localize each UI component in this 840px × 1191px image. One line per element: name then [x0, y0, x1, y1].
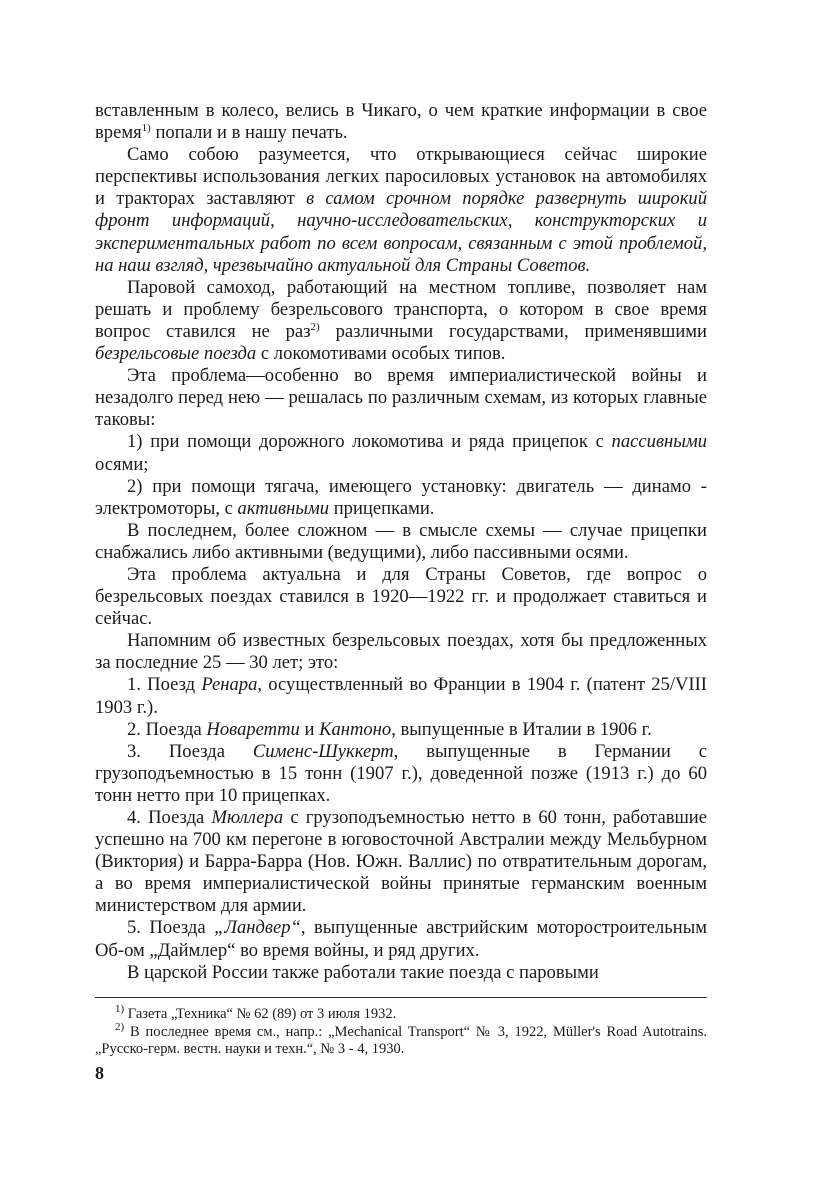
text-run: В последнее время см., напр.: „Mechanical Transport“ № 3, 1922, Müller's Road Autotrains. „Русско-герм. вестн. науки и техн.“, № 3 - 4, 1930. — [95, 1023, 707, 1057]
text-run: , выпущенные в Италии в 1906 г. — [391, 718, 652, 740]
text-run: и — [299, 718, 320, 740]
paragraph — [95, 431, 707, 475]
text-run: Эта проблема—особенно во время империалистической войны и незадолго перед нею — решалась по различным схемам, из которых главные таковы: — [95, 365, 707, 431]
text-run: Напомним об известных безрельсовых поездах, хотя бы предложенных за последние 25 — 30 лет; это: — [95, 630, 707, 674]
text-run: 3. Поезда — [127, 740, 253, 762]
text-run: , выпущенные австрийским моторостроительным Об-ом „Даймлер“ во время войны, и ряд других. — [95, 917, 707, 961]
text-run: В царской России также работали такие поезда с паровыми — [127, 961, 599, 983]
footnote-marker: 1) — [141, 121, 151, 134]
text-run: 5. Поезда — [127, 917, 215, 939]
text-run: 2) при помощи тягача, имеющего установку: двигатель — динамо - электромоторы, с — [95, 475, 707, 519]
paragraph — [95, 719, 707, 741]
text-run: Газета „Техника“ № 62 (89) от 3 июля 1932. — [124, 1006, 397, 1022]
footnote — [95, 1003, 707, 1024]
text-run: 4. Поезда — [127, 807, 212, 828]
text-run: с локомотивами особых типов. — [256, 343, 506, 365]
paragraph — [95, 917, 707, 961]
italic-run: Сименс-Шуккерт — [252, 740, 394, 762]
text-run: Эта проблема актуальна и для Страны Советов, где вопрос о безрельсовых поездах ставился в 1920—1922 гг. и продолжает ставиться и сейчас. — [95, 563, 707, 630]
italic-run: Мюллера — [211, 807, 284, 828]
paragraph — [95, 520, 707, 564]
italic-run: „Ландвер“ — [214, 917, 301, 939]
footnotes — [95, 1003, 707, 1059]
text-run: В последнем, более сложном — в смысле схемы — случае прицепки снабжались либо активными (ведущими), либо пассивными осями. — [95, 519, 707, 563]
italic-run: Новаретти — [206, 718, 300, 740]
paragraph — [95, 674, 707, 718]
text-run: 2. Поезда — [127, 718, 207, 740]
text-run: различными государствами, применявшими — [319, 320, 707, 342]
text-run: попали и в нашу печать. — [150, 122, 348, 144]
page-body — [95, 100, 707, 984]
italic-run: пассивными — [611, 431, 707, 453]
text-run: 1) при помощи дорожного локомотива и ряда прицепок с — [127, 431, 612, 453]
footnote-divider — [95, 997, 707, 998]
paragraph — [95, 100, 707, 144]
page-number: 8 — [95, 1063, 104, 1083]
italic-run: безрельсовые поезда — [95, 343, 257, 365]
italic-run: Кантоно — [319, 718, 392, 740]
text-run: , осуществленный во Франции в 1904 г. (патент 25/VIII 1903 г.). — [95, 674, 707, 718]
italic-run: в самом срочном порядке развернуть широкий фронт информаций, научно-исследовательских, конструкторских и экспериментальных работ по всем вопросам, связанным с этой проблемой, на наш взгляд, чрезвычайно актуальной для Страны Советов. — [95, 188, 707, 276]
italic-run: Ренара — [201, 674, 258, 696]
footnote-marker: 2) — [115, 1020, 125, 1033]
paragraph — [95, 962, 707, 984]
text-run: Само собою разумеется, что открывающиеся сейчас широкие перспективы использования легких паросиловых установок на автомобилях и тракторах заставляют — [95, 144, 707, 210]
footnote-marker: 1) — [115, 1003, 125, 1016]
paragraph — [95, 144, 707, 277]
paragraph — [95, 365, 707, 431]
paragraph — [95, 564, 707, 630]
footnote — [95, 1020, 707, 1059]
paragraph — [95, 630, 707, 674]
text-run: 1. Поезд — [127, 674, 202, 696]
paragraph — [95, 807, 707, 917]
footnote-marker: 2) — [310, 320, 320, 333]
text-run: прицепками. — [329, 497, 435, 519]
paragraph — [95, 277, 707, 365]
italic-run: активными — [237, 497, 330, 519]
paragraph — [95, 476, 707, 520]
text-run: Паровой самоход, работающий на местном топливе, позволяет нам решать и проблему безрельсового транспорта, о котором в свое время вопрос ставился не раз — [95, 276, 707, 342]
paragraph — [95, 741, 707, 807]
text-run: с грузоподъемностью нетто в 60 тонн, работавшие успешно на 700 км перегоне в юговосточной Австралии между Мельбурном (Виктория) и Барра-Барра (Нов. Южн. Валлис) по отвратительным дорогам, а во время империалистической войны принятые германским военным министерством для армии. — [95, 807, 707, 917]
text-run: , выпущенные в Германии с грузоподъемностью в 15 тонн (1907 г.), доведенной позже (1913 г.) до 60 тонн нетто при 10 прицепках. — [95, 740, 707, 806]
text-run: осями; — [95, 453, 149, 475]
text-run: вставленным в колесо, велись в Чикаго, о чем краткие информации в свое время — [95, 100, 707, 144]
